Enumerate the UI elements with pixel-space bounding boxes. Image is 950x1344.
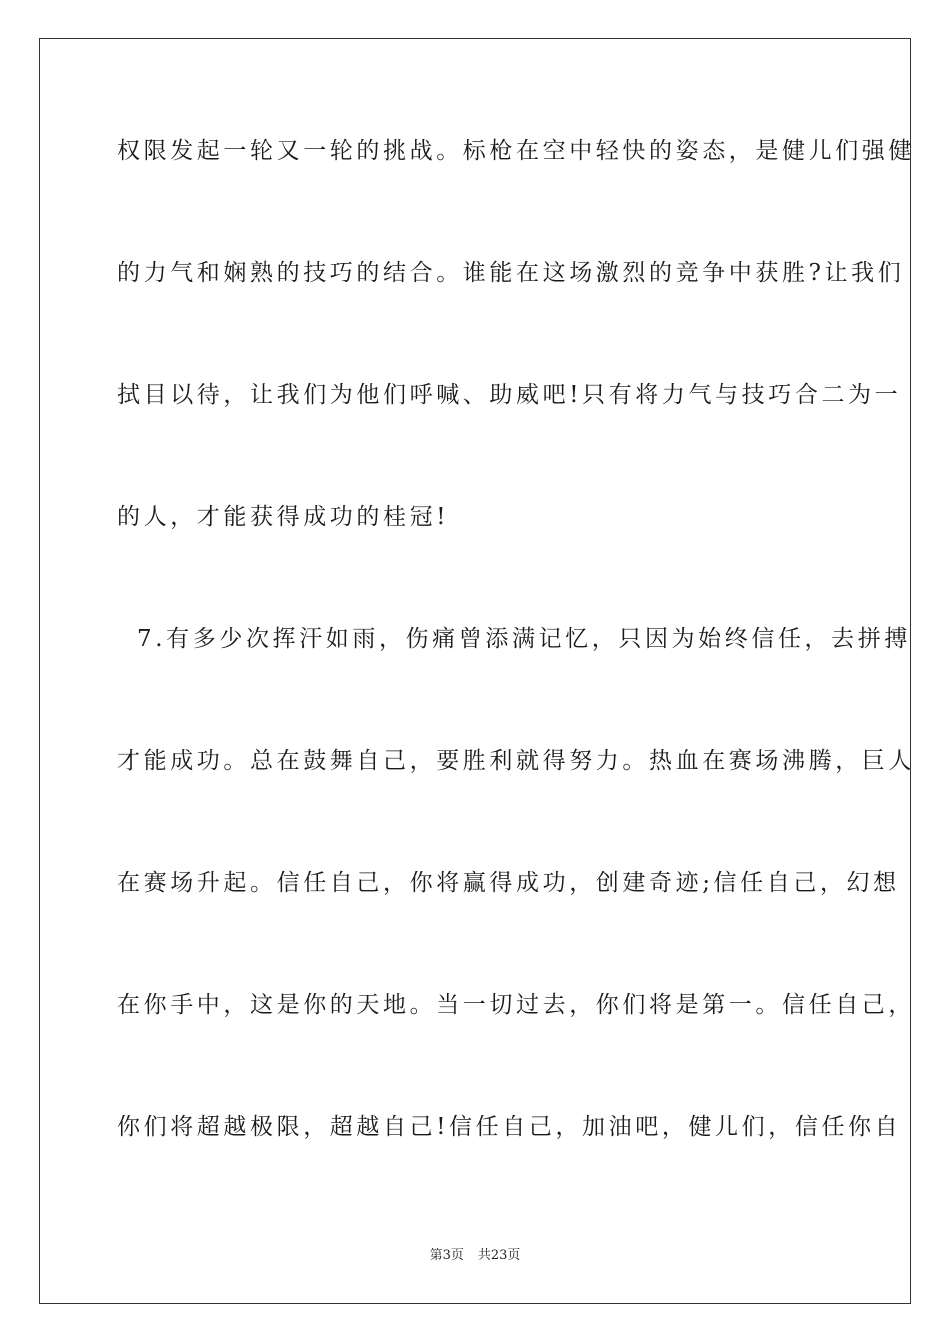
paragraph-line: 7.有多少次挥汗如雨，伤痛曾添满记忆，只因为始终信任，去拼搏 (137, 626, 911, 652)
page-footer (0, 1247, 950, 1265)
paragraph-line: 在你手中，这是你的天地。当一切过去，你们将是第一。信任自己， (117, 992, 915, 1018)
paragraph-line: 拭目以待，让我们为他们呼喊、助威吧!只有将力气与技巧合二为一 (117, 382, 902, 408)
paragraph-line: 的力气和娴熟的技巧的结合。谁能在这场激烈的竞争中获胜?让我们 (117, 260, 905, 286)
paragraph-line: 权限发起一轮又一轮的挑战。标枪在空中轻快的姿态，是健儿们强健 (117, 138, 915, 164)
paragraph-line: 你们将超越极限，超越自己!信任自己，加油吧，健儿们，信任你自 (117, 1114, 902, 1140)
page-total: 共23页 (477, 1248, 521, 1263)
page-number: 第3页 (429, 1248, 464, 1263)
paragraph-line: 的人，才能获得成功的桂冠! (117, 504, 450, 530)
paragraph-line: 才能成功。总在鼓舞自己，要胜利就得努力。热血在赛场沸腾，巨人 (117, 748, 915, 774)
paragraph-line: 在赛场升起。信任自己，你将赢得成功，创建奇迹;信任自己，幻想 (117, 870, 900, 896)
